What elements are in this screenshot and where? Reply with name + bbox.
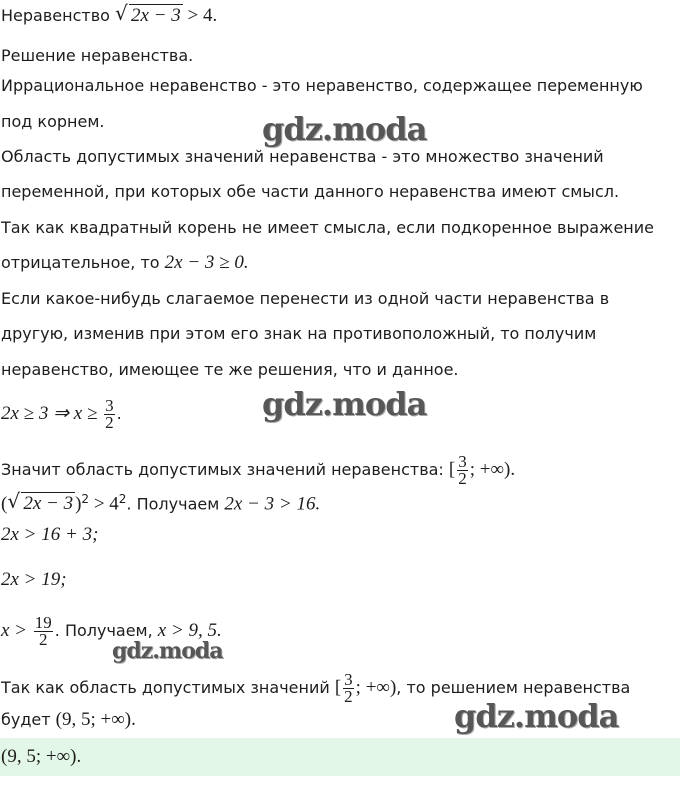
radicand: 2x − 3 [23, 493, 74, 515]
math: (9, 5; +∞). [55, 709, 136, 730]
numerator: 3 [344, 670, 353, 689]
line-4: под корнем. [1, 112, 105, 131]
radicand: 2x − 3 [131, 5, 181, 26]
sqrt-expression [7, 489, 75, 515]
denominator: 2 [105, 413, 114, 432]
text: отрицательное, то [1, 253, 165, 272]
denominator: 2 [344, 687, 353, 706]
text: . Получаем, [54, 621, 158, 640]
line-14 [1, 489, 320, 514]
line-9: Если какое-нибудь слагаемое перенести из одной части неравенства в [1, 289, 610, 308]
line-5: Область допустимых значений неравенства - это множество значений [1, 147, 604, 166]
fraction [457, 454, 468, 487]
answer-text: (9, 5; +∞). [1, 746, 82, 767]
watermark: gdz.moda [454, 697, 619, 735]
math: [ [334, 677, 342, 698]
line-3: Иррациональное неравенство - это неравенство, содержащее переменную [1, 76, 643, 95]
watermark: gdz.moda [262, 110, 427, 148]
line-11: неравенство, имеющее те же решения, что и данное. [1, 360, 459, 379]
text: , то решением неравенства [396, 678, 631, 697]
text: Так как область допустимых значений [1, 678, 335, 697]
exponent: 2 [118, 492, 127, 506]
text: Неравенство [1, 6, 115, 25]
math: [ [448, 459, 456, 480]
sqrt-expression [115, 1, 183, 26]
line-16: 2x > 19; [1, 569, 67, 590]
radical-sign-icon: √ [7, 489, 21, 514]
math: 2x − 3 > 16. [224, 493, 321, 515]
math: 2x − 3 ≥ 0. [164, 252, 249, 273]
radical-sign-icon: √ [115, 1, 128, 25]
math: 2x ≥ 3 ⇒ x ≥ [1, 403, 103, 424]
line-6: переменной, при которых обе части данного неравенства имеют смысл. [1, 182, 620, 201]
math: ) [75, 493, 82, 515]
text: . [116, 404, 122, 423]
math: > 4. [182, 5, 218, 26]
math: x > 9, 5. [157, 620, 222, 641]
text: Значит область допустимых значений неравенства: [1, 460, 449, 479]
fraction [104, 398, 115, 431]
line-10: другую, изменив при этом его знак на противоположный, то получим [1, 324, 597, 343]
text: . Получаем [126, 494, 225, 514]
numerator: 19 [34, 613, 52, 632]
numerator: 3 [458, 452, 467, 471]
line-19 [1, 710, 136, 730]
math: ; +∞) [355, 677, 397, 698]
math: x > [1, 620, 32, 641]
line-7: Так как квадратный корень не имеет смысла, если подкоренное выражение [1, 218, 654, 237]
numerator: 3 [105, 396, 114, 415]
denominator: 2 [39, 630, 48, 649]
fraction [343, 672, 354, 705]
math: ( [1, 493, 8, 515]
math: ; +∞). [469, 459, 516, 480]
fraction [34, 615, 53, 648]
line-8 [1, 253, 249, 273]
math: > 4 [89, 493, 119, 515]
line-13 [1, 454, 515, 487]
watermark: gdz.moda [112, 638, 223, 664]
denominator: 2 [458, 469, 467, 488]
exponent: 2 [81, 492, 90, 506]
text: будет [1, 710, 56, 729]
line-2: Решение неравенства. [1, 46, 194, 65]
answer-box [0, 738, 680, 776]
line-1 [1, 1, 218, 26]
line-12 [1, 398, 122, 431]
line-15: 2x > 16 + 3; [1, 524, 99, 545]
watermark: gdz.moda [262, 385, 427, 423]
